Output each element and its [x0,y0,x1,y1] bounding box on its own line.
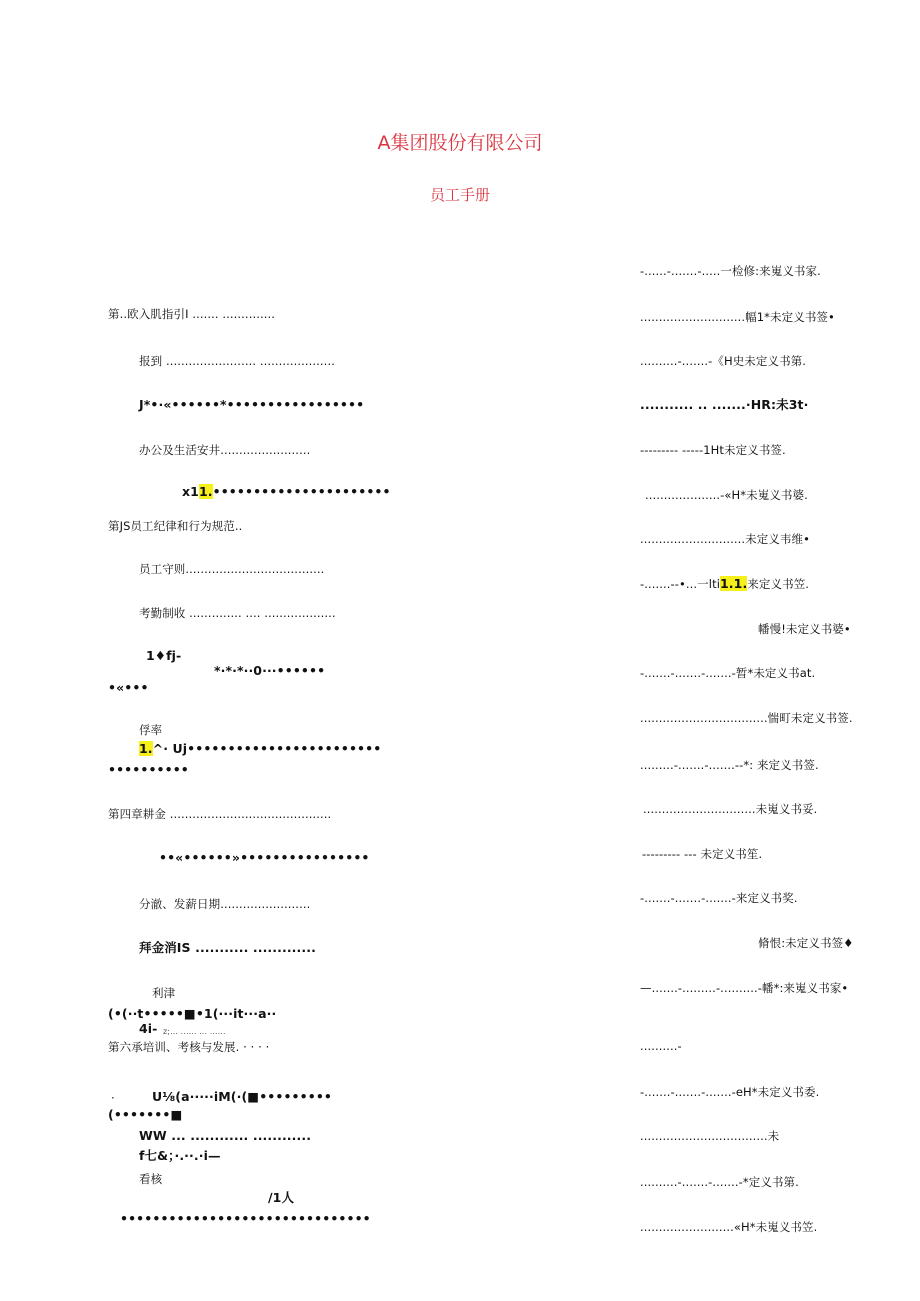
toc-page-ref: ........... .. .......·HR:未3t· [640,397,809,412]
toc-entry: 1♦fj- [146,648,182,663]
document-subtitle: 员工手册 [429,186,490,204]
toc-entry: 看核 [139,1172,163,1186]
toc-entry: 拜金消IS ........... ............. [139,940,316,955]
toc-page-ref: ..................................惴町未定义书签. [640,711,853,725]
toc-page-ref: ..........-.......-《H史未定义书第. [640,354,807,368]
toc-page-ref: 幡慢!未定义书婆• [758,622,851,636]
toc-page-ref: --------- --- 未定义书笙. [642,847,763,861]
document-title: A集团股份有限公司 [377,132,543,154]
toc-page-ref: ............................幅1*未定义书签• [640,310,835,324]
toc-entry: 第六承培训、考核与发展. · · · · [108,1040,270,1054]
toc-page-ref: —.......-.........-..........-幡*:来嵬义书家• [640,981,849,995]
toc-entry: U⅛(a·····iM(·(■••••••••• [152,1089,332,1104]
toc-entry-text: •••••••••••••••••••••• [212,484,391,499]
toc-entry: 第JS员工纪律和行为规范.. [108,519,243,533]
toc-entry: 4i- [139,1021,158,1036]
toc-entry: •••••••••• [108,762,189,777]
toc-entry: 考勤制收 .............. .... ................... [139,606,336,620]
toc-page-ref: ....................-«H*未嵬义书婆. [645,488,808,502]
toc-page-ref: -.......-.......-.......-eH*未定义书委. [640,1085,820,1099]
toc-page-ref: -.......-.......-.......-来定义书奖. [640,891,798,905]
toc-page-ref-text: -.......--•...一lti [640,577,720,591]
toc-entry: ∕1人 [268,1190,295,1205]
highlight-marker: 1.1. [720,576,748,591]
toc-entry: •«••• [108,680,149,695]
toc-entry: 第四章耕金 ........................................... [108,807,332,821]
toc-page-ref: ............................未定义韦维• [640,532,811,546]
toc-entry-text: ^· Uj•••••••••••••••••••••••• [152,741,382,756]
toc-entry: 俘率 [139,723,163,737]
toc-page-ref: .........................«H*未嵬义书笠. [640,1220,818,1234]
toc-entry: J*•·«••••••*••••••••••••••••• [139,397,365,412]
toc-entry: 分澈、发薪日期........................ [139,897,311,911]
toc-entry: 第..欧入肌指引I ....... .............. [108,307,275,321]
toc-page-ref: 脩恨:未定义书签♦ [758,936,854,950]
toc-entry: (•(··t•••••■•1(···it···a·· [108,1006,277,1021]
highlight-marker: 1. [139,741,153,756]
toc-page-ref-text: 来定义书笠. [747,577,810,591]
toc-page-ref: ..........-.......-.......-*定义书第. [640,1175,799,1189]
highlight-marker: 1. [198,484,213,499]
toc-entry: 员工守则..................................... [139,562,325,576]
toc-entry: z;... ...... ... ...... [163,1027,226,1036]
toc-entry: · [111,1091,115,1105]
toc-entry: 办公及生活安井........................ [139,443,311,457]
toc-entry: WW ... ............ ............ [139,1128,312,1143]
toc-entry: (•••••••■ [108,1107,183,1122]
toc-page-ref: ..............................未嵬义书妥. [643,802,818,816]
toc-entry: ••«••••••»•••••••••••••••• [159,850,370,865]
toc-page-ref [640,576,809,592]
toc-page-ref: .........-.......-.......--*: 来定义书签. [640,758,819,772]
toc-page-ref: --------- -----1Ht未定义书签. [640,443,786,457]
toc-entry [139,741,381,757]
toc-entry: f七&；·.··.·i— [139,1148,221,1163]
toc-page-ref: -......-.......-.....一检修:来嵬义书家. [640,264,821,278]
toc-page-ref: ..........- [640,1039,682,1053]
toc-entry: 利津 [152,986,176,1000]
toc-entry: *·*·*··0···•••••• [214,663,326,678]
toc-entry-text: x1 [182,484,199,499]
toc-entry: 报到 ........................ .................... [139,354,335,368]
toc-entry [182,484,391,500]
toc-page-ref: ..................................未 [640,1129,780,1143]
toc-entry: ••••••••••••••••••••••••••••••• [120,1211,371,1226]
toc-page-ref: -.......-.......-.......-暂*未定义书at. [640,666,816,680]
